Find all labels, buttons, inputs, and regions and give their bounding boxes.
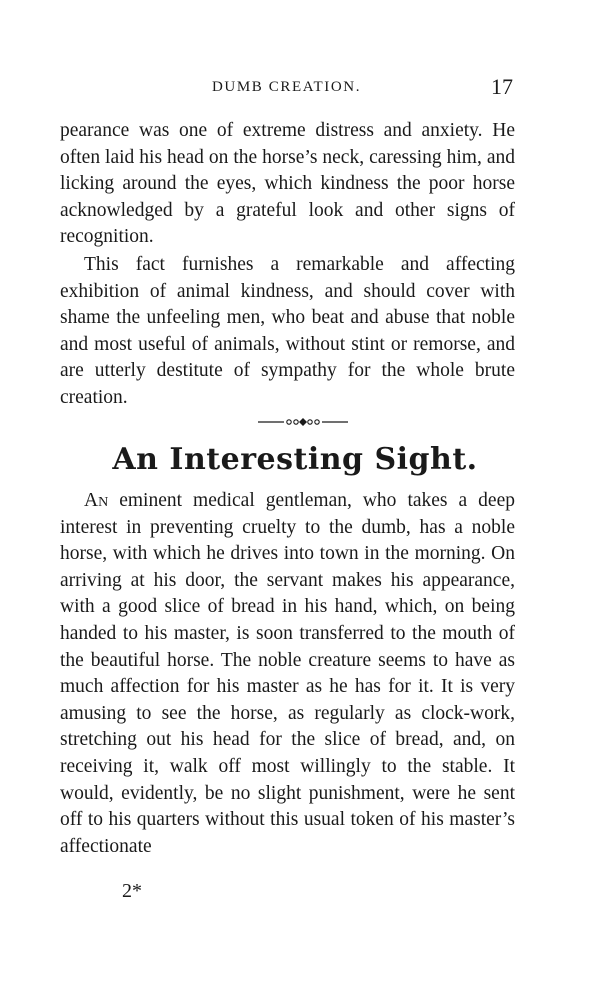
paragraph: This fact furnishes a remarkable and affecting exhibition of animal kindness, and should cover with shame the unfeeling men, who beat and abuse that noble and most useful of animals, without stint or remorse, and are utterly destitute of sympathy for the whole brute creation. <box>60 254 515 408</box>
running-title: DUMB CREATION. <box>212 79 362 95</box>
paragraph-text: eminent medical gentleman, who takes a deep interest in preventing cruelty to the dumb, has a noble horse, with which he drives into town in the morning. On arriving at his door, the servant makes his appearance, with a good slice of bread in his hand, which, on being handed to his master, is soon transferred to the mouth of the beautiful horse. The noble creature seems to have as much affection for his master as he has for it. It is very amusing to see the horse, as regularly as clock-work, stretching out his head for the slice of bread, and, on receiving it, walk off most willingly to the stable. It would, evidently, be no slight punishment, were he sent off to his quarters without this usual token of his master’s affectionate <box>60 490 515 857</box>
paragraph-lead-word: An <box>84 490 109 511</box>
signature-mark: 2* <box>122 880 142 902</box>
running-head <box>60 76 515 100</box>
paragraph: pearance was one of extreme distress and anxiety. He often laid his head on the horse’s neck, caressing him, and licking around the eyes, which kindness the poor horse acknowledged by a grateful look and other signs of recognition. <box>60 120 515 248</box>
paragraph <box>60 488 515 860</box>
section-title: An Interesting Sight. <box>112 442 478 477</box>
page-number: 17 <box>491 74 513 99</box>
section-divider-ornament <box>258 414 348 430</box>
